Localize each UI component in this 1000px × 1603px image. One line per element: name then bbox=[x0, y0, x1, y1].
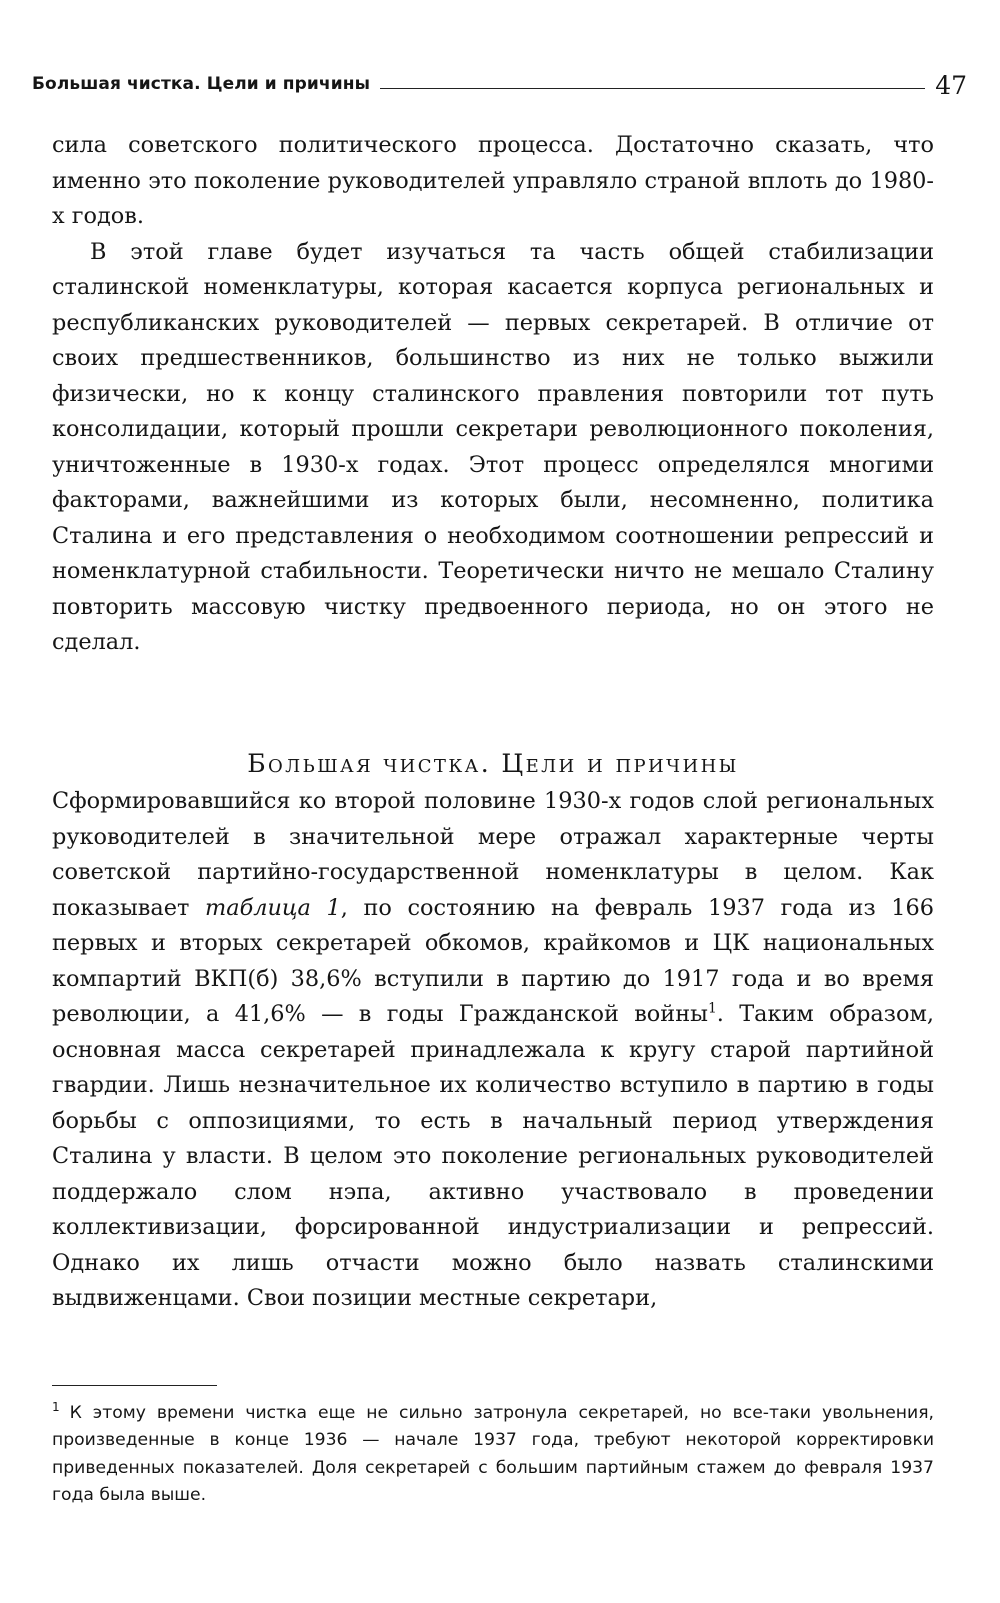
running-header bbox=[32, 62, 967, 98]
intro-paragraph-2: В этой главе будет изучаться та часть общей стабилизации сталинской номенклатуры, которая касается корпуса региональных и республиканских руководителей — первых секретарей. В отличие от своих предшественников, большинство из них не только выжили физически, но к концу сталинского правления повторили тот путь консолидации, который прошли секретари революционного поколения, уничтоженные в 1930-х годах. Этот процесс определялся многими факторами, важнейшими из которых были, несомненно, политика Сталина и его представления о необходимом соотношении репрессий и номенклатурной стабильности. Теоретически ничто не мешало Сталину повторить массовую чистку предвоенного периода, но он этого не сделал. bbox=[52, 238, 934, 655]
section-text-part-1: Сформировавшийся ко второй половине 1930-х годов слой региональных руководителей в значительной мере отражал характерные черты советской партийно-государственной номенклатуры в целом. Как показывает bbox=[52, 788, 934, 921]
page-number: 47 bbox=[935, 71, 967, 100]
section-body bbox=[52, 784, 934, 1317]
footnote-reference: 1 bbox=[707, 1000, 717, 1017]
table-reference: таблица 1 bbox=[205, 894, 341, 921]
footnote bbox=[52, 1400, 934, 1510]
header-rule bbox=[380, 88, 925, 89]
footnote-text: К этому времени чистка еще не сильно затронула секретарей, но все-таки увольнения, произведенные в конце 1936 — начале 1937 года, требуют некоторой корректировки приведенных показателей. Доля секретарей с большим партийным стажем до февраля 1937 года была выше. bbox=[52, 1403, 934, 1506]
section-text-part-2: , по состоянию на февраль 1937 года из 166 первых и вторых секретарей обкомов, крайкомов и ЦК национальных компартий ВКП(б) 38,6% вступили в партию до 1917 года и во время революции, а 41,6% — в годы Гражданской войны bbox=[52, 894, 935, 1027]
section-heading: Большая чистка. Цели и причины bbox=[247, 749, 739, 778]
running-title: Большая чистка. Цели и причины bbox=[32, 74, 371, 94]
intro-text bbox=[52, 128, 934, 661]
section-paragraph bbox=[52, 784, 934, 1317]
footnote-marker: 1 bbox=[52, 1400, 60, 1415]
intro-paragraph-1: сила советского политического процесса. Достаточно сказать, что именно это поколение руководителей управляло страной вплоть до 1980-х годов. bbox=[52, 132, 934, 229]
footnote-divider bbox=[52, 1385, 217, 1386]
section-text-part-3: . Таким образом, основная масса секретарей принадлежала к кругу старой партийной гвардии. Лишь незначительное их количество вступило в партию в годы борьбы с оппозициями, то есть в начальный период утверждения Сталина у власти. В целом это поколение региональных руководителей поддержало слом нэпа, активно участвовало в проведении коллективизации, форсированной индустриализации и репрессий. Однако их лишь отчасти можно было назвать сталинскими выдвиженцами. Свои позиции местные секретари, bbox=[52, 1001, 934, 1311]
